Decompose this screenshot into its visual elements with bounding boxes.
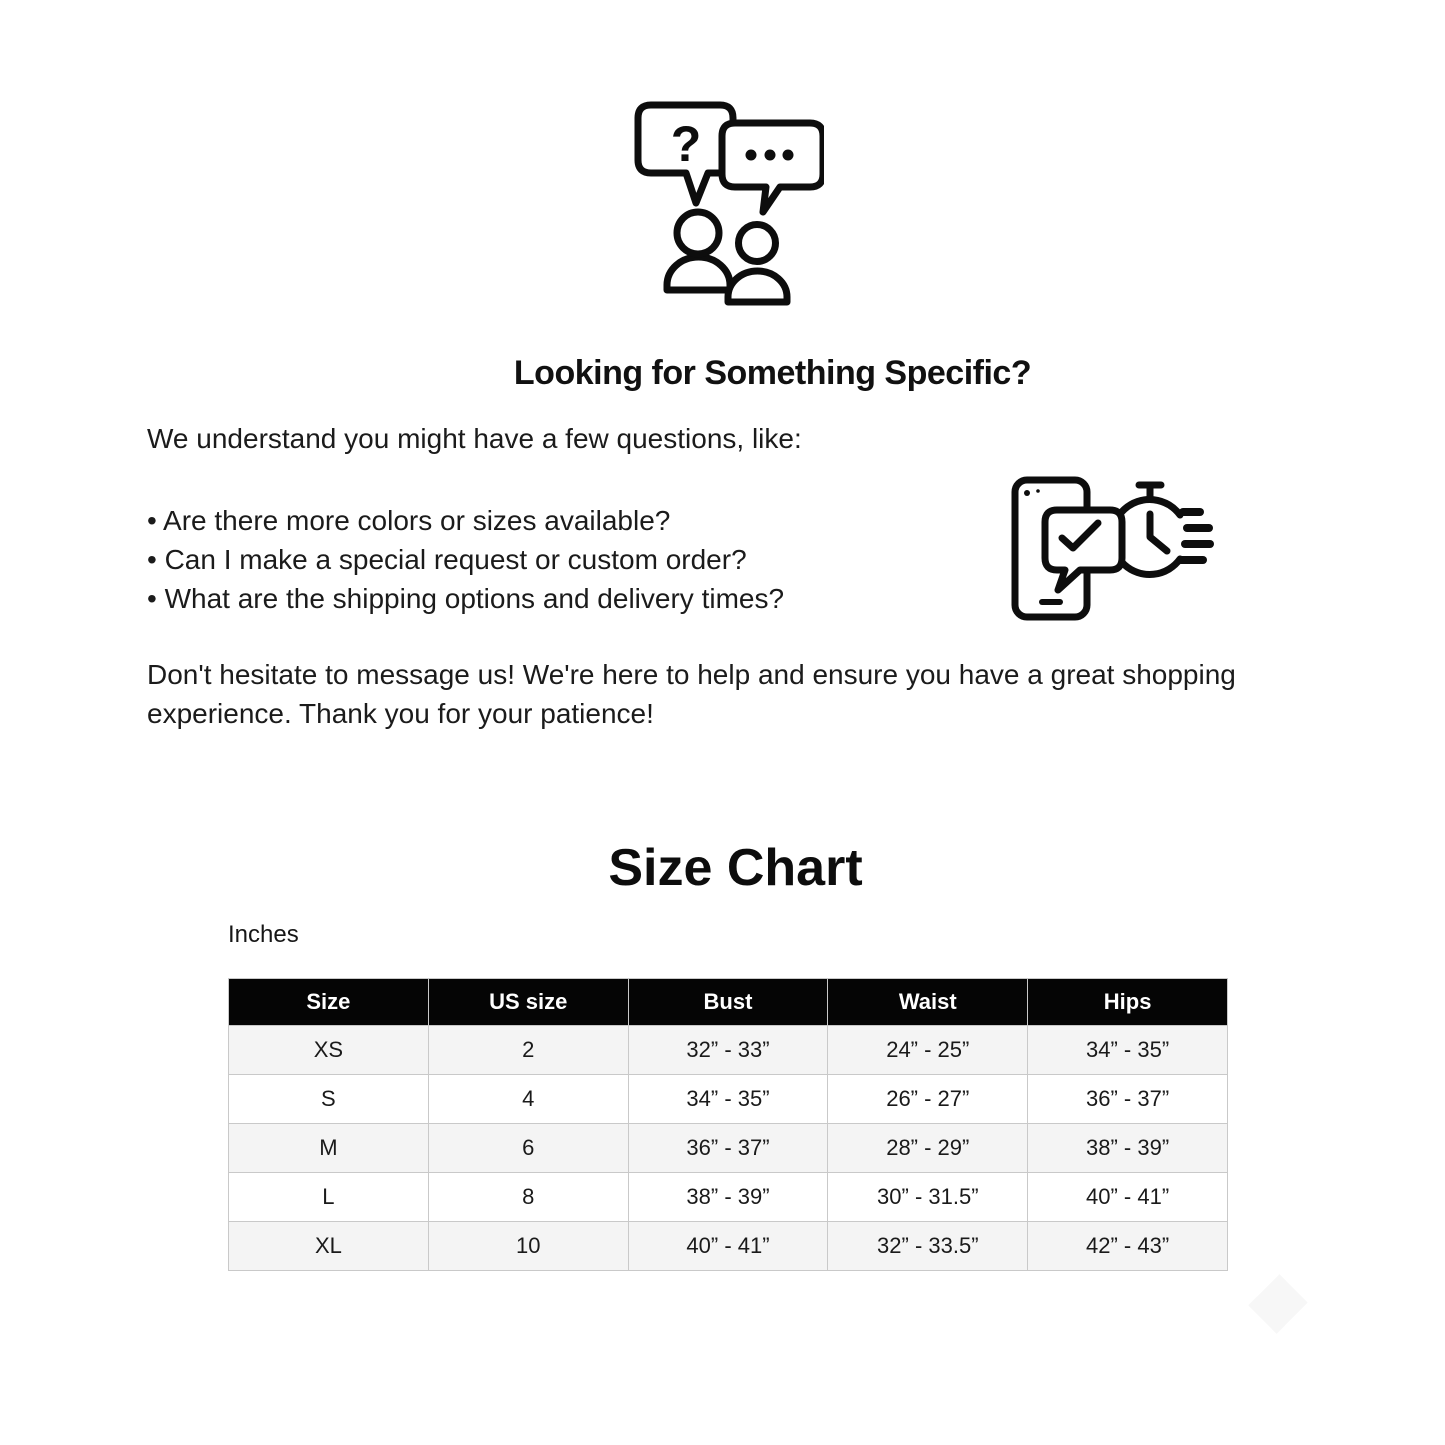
typing-dot <box>783 150 794 161</box>
table-cell: 38” - 39” <box>628 1173 828 1222</box>
table-cell: 40” - 41” <box>628 1222 828 1271</box>
phone-sensor-dot <box>1036 489 1040 493</box>
table-cell: 34” - 35” <box>1028 1026 1228 1075</box>
table-row <box>229 1173 1228 1222</box>
table-cell: 2 <box>428 1026 628 1075</box>
table-cell: 4 <box>428 1075 628 1124</box>
question-item: • Are there more colors or sizes available? <box>147 505 671 536</box>
table-cell: XS <box>229 1026 429 1075</box>
table-header-row <box>229 979 1228 1026</box>
table-cell: M <box>229 1124 429 1173</box>
quick-message-response-icon <box>1010 476 1215 621</box>
size-table-body <box>229 1026 1228 1271</box>
typing-bubble-shape <box>722 123 823 212</box>
table-cell: 6 <box>428 1124 628 1173</box>
table-cell: 28” - 29” <box>828 1124 1028 1173</box>
table-row <box>229 1075 1228 1124</box>
table-row <box>229 1124 1228 1173</box>
typing-dot <box>765 150 776 161</box>
closing-text: Don't hesitate to message us! We're here to help and ensure you have a great shopping experience. Thank you for your patience! <box>147 659 1236 729</box>
table-row <box>229 1026 1228 1075</box>
table-cell: 36” - 37” <box>1028 1075 1228 1124</box>
unit-label: Inches <box>228 921 299 948</box>
column-header-us-size: US size <box>428 979 628 1026</box>
table-cell: XL <box>229 1222 429 1271</box>
table-cell: 32” - 33” <box>628 1026 828 1075</box>
people-conversation-icon <box>630 100 824 306</box>
table-row <box>229 1222 1228 1271</box>
intro-text: We understand you might have a few questions, like: <box>147 423 802 454</box>
phone-camera-dot <box>1024 490 1030 496</box>
column-header-hips: Hips <box>1028 979 1228 1026</box>
table-cell: 26” - 27” <box>828 1075 1028 1124</box>
table-cell: L <box>229 1173 429 1222</box>
table-cell: 34” - 35” <box>628 1075 828 1124</box>
stopwatch-hand <box>1150 514 1167 551</box>
question-item: • What are the shipping options and delivery times? <box>147 583 785 614</box>
table-cell: 24” - 25” <box>828 1026 1028 1075</box>
question-item: • Can I make a special request or custom order? <box>147 544 747 575</box>
table-cell: 36” - 37” <box>628 1124 828 1173</box>
column-header-size: Size <box>229 979 429 1026</box>
person-head-left <box>677 212 719 254</box>
person-head-right <box>739 225 776 262</box>
table-cell: 32” - 33.5” <box>828 1222 1028 1271</box>
person-body-left <box>667 257 730 290</box>
table-cell: S <box>229 1075 429 1124</box>
table-cell: 30” - 31.5” <box>828 1173 1028 1222</box>
person-body-right <box>728 271 787 302</box>
size-chart-title: Size Chart <box>608 839 863 897</box>
watermark <box>1248 1274 1307 1333</box>
table-cell: 10 <box>428 1222 628 1271</box>
table-cell: 8 <box>428 1173 628 1222</box>
question-mark-glyph: ? <box>670 116 702 172</box>
typing-dot <box>746 150 757 161</box>
column-header-waist: Waist <box>828 979 1028 1026</box>
questions-list <box>147 501 784 618</box>
size-chart-table <box>228 978 1228 1271</box>
column-header-bust: Bust <box>628 979 828 1026</box>
table-cell: 38” - 39” <box>1028 1124 1228 1173</box>
table-cell: 40” - 41” <box>1028 1173 1228 1222</box>
table-cell: 42” - 43” <box>1028 1222 1228 1271</box>
section-heading: Looking for Something Specific? <box>513 354 1032 392</box>
